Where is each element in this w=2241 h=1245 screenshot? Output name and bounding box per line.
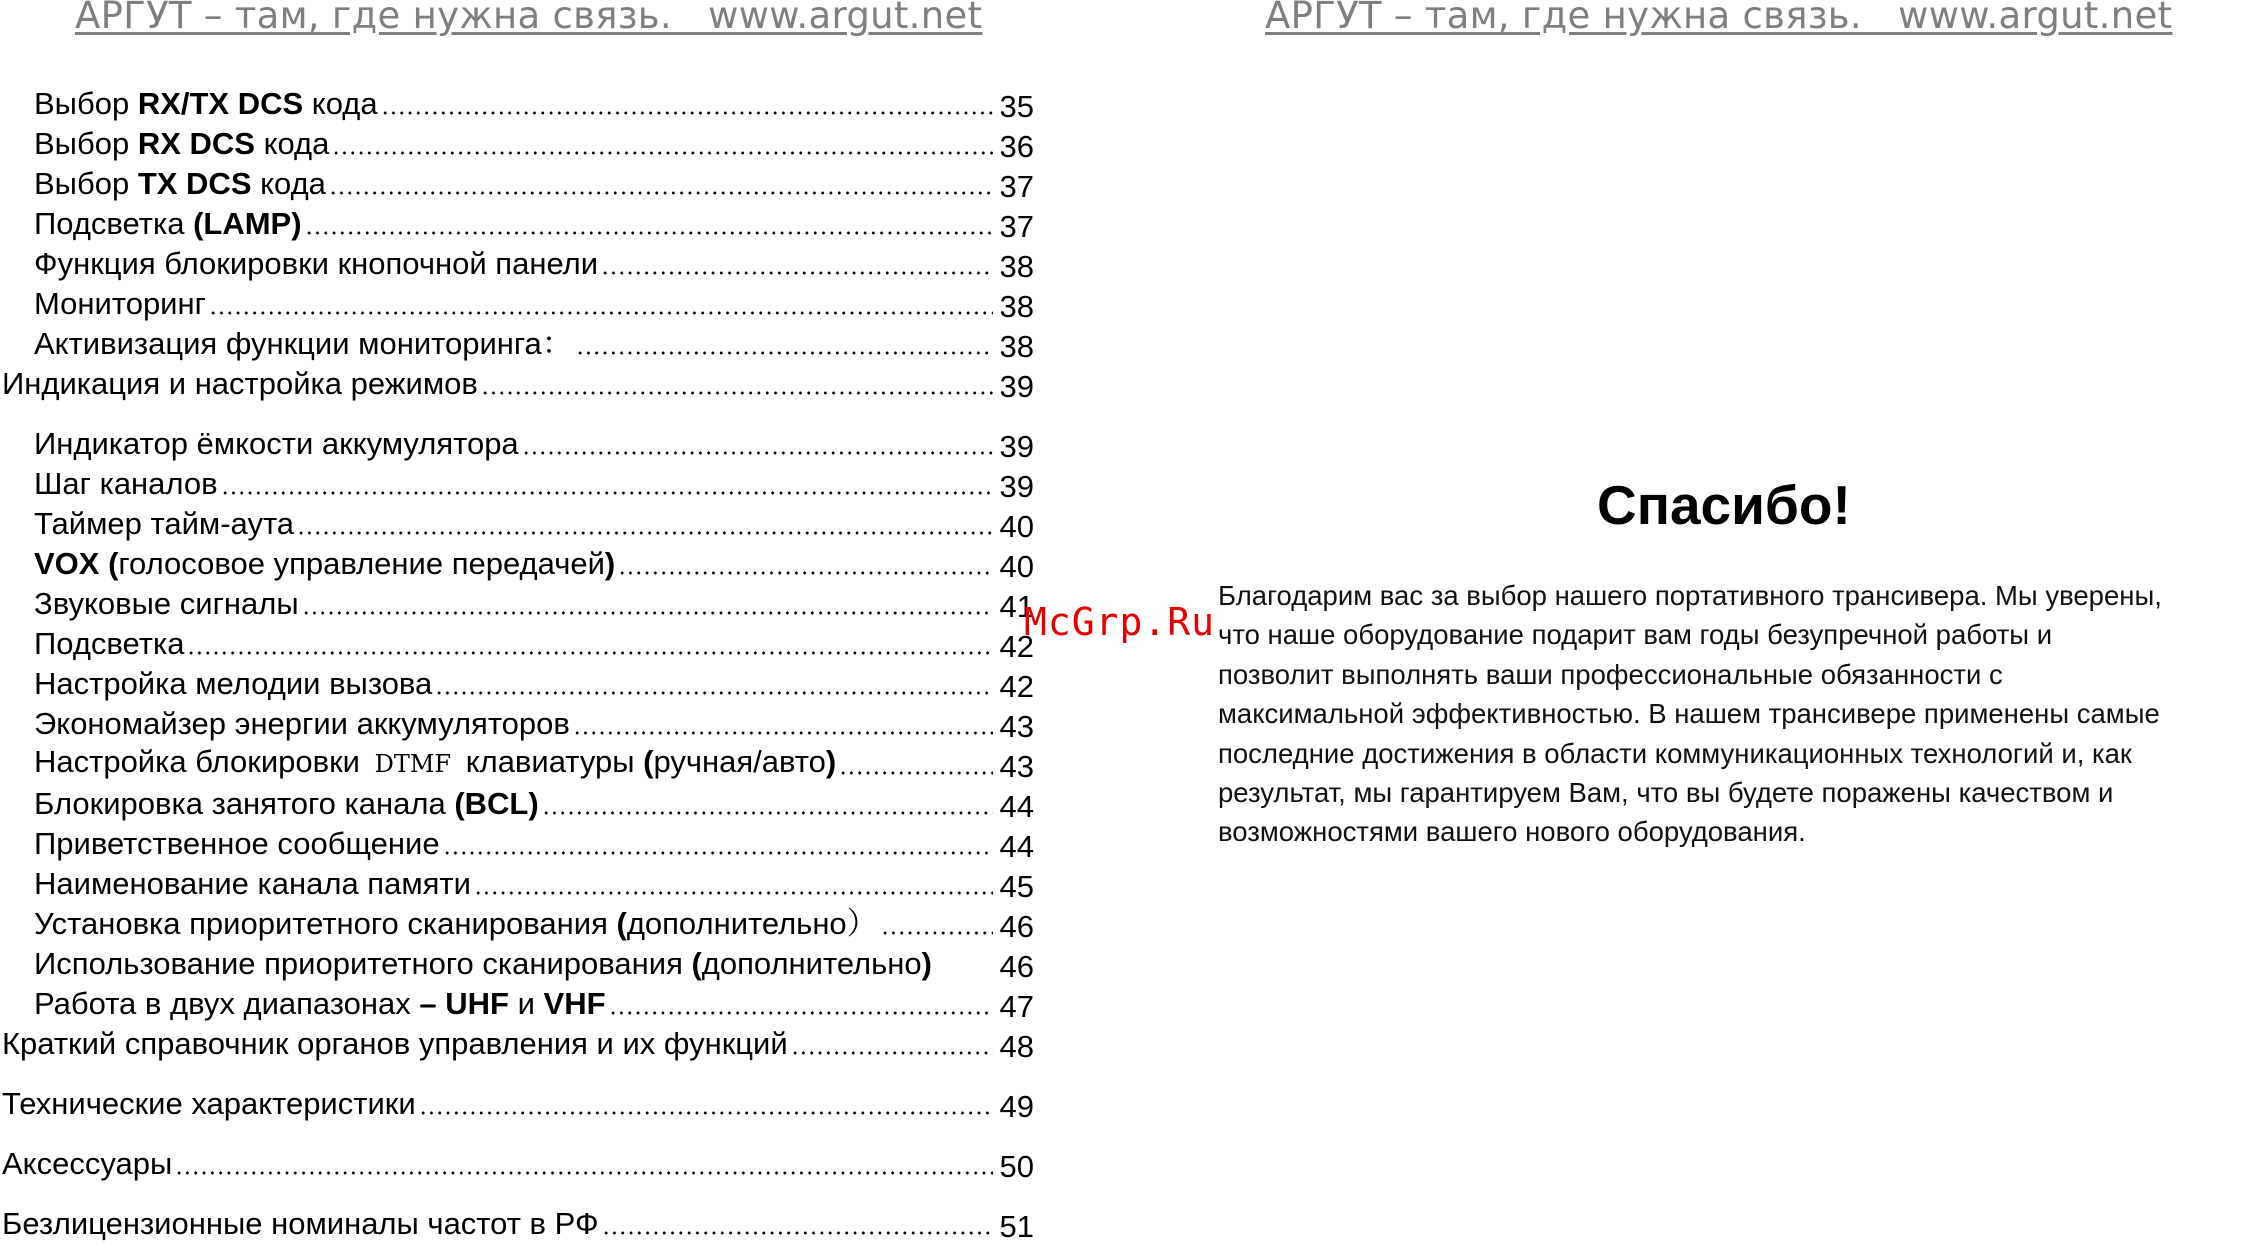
toc-leader-dots <box>209 311 993 315</box>
toc-entry-title <box>34 786 539 822</box>
toc-entry-title-part: Настройка блокировки <box>34 744 369 779</box>
toc-leader-dots <box>419 1111 993 1115</box>
toc-entry-title <box>2 1206 599 1242</box>
toc-leader-dots <box>542 811 993 815</box>
toc-entry-title <box>2 1146 172 1182</box>
toc-page-number: 41 <box>999 589 1034 624</box>
toc-entry-title-part: Выбор <box>34 126 138 161</box>
toc-page-number: 45 <box>999 869 1034 904</box>
toc-entry-title-part: RX DCS <box>137 126 255 161</box>
toc-entry-title-part: Подсветка <box>34 206 194 241</box>
toc-entry-title-part: Наименование канала памяти <box>34 866 471 901</box>
toc-entry-title-part: Активизация функции мониторинга： <box>34 326 573 361</box>
toc-entry <box>2 1086 1034 1122</box>
toc-page-number: 42 <box>999 629 1034 664</box>
toc-entry-title <box>34 206 302 242</box>
toc-entry <box>34 866 1034 902</box>
toc-entry <box>34 706 1034 742</box>
toc-entry-title-part: кода <box>303 86 378 121</box>
toc-entry-title <box>34 326 573 362</box>
toc-page-number: 40 <box>999 509 1034 544</box>
toc-entry-title <box>2 1086 416 1122</box>
thanks-line: результат, мы гарантируем Вам, что вы будете поражены качеством и <box>1218 777 2114 809</box>
toc-entry-title-part: Технические характеристики <box>2 1086 416 1121</box>
toc-leader-dots <box>332 151 993 155</box>
toc-leader-dots <box>935 971 993 975</box>
thanks-line: максимальной эффективностью. В нашем трансивере применены самые <box>1218 698 2160 730</box>
page-header-left: АРГУТ – там, где нужна связь. www.argut.net <box>75 0 983 37</box>
toc-entry <box>34 666 1034 702</box>
toc-entry-title <box>34 986 606 1022</box>
toc-leader-dots <box>573 731 993 735</box>
toc-entry-title <box>34 946 932 982</box>
toc-entry <box>34 426 1034 462</box>
toc-entry-title <box>34 466 218 502</box>
toc-entry-title-part: дополнительно <box>701 946 922 981</box>
toc-entry-title <box>34 706 570 742</box>
toc-entry-title <box>34 166 326 202</box>
toc-entry-title-part: VOX ( <box>34 546 119 581</box>
thanks-title: Спасибо! <box>1597 474 1851 536</box>
toc-page-number: 47 <box>999 989 1034 1024</box>
thanks-paragraph <box>1218 576 2241 852</box>
toc-entry-title <box>34 666 432 702</box>
toc-entry-title-part: Подсветка <box>34 626 185 661</box>
toc-leader-dots <box>175 1171 993 1175</box>
toc-entry <box>2 1206 1034 1242</box>
toc-page-number: 38 <box>999 329 1034 364</box>
toc-entry-title <box>2 1026 788 1062</box>
toc-leader-dots <box>221 491 993 495</box>
toc-page-number: 42 <box>999 669 1034 704</box>
thanks-line: последние достижения в области коммуникационных технологий и, как <box>1218 737 2132 769</box>
toc-entry-title-part: Индикатор ёмкости аккумулятора <box>34 426 519 461</box>
toc-entry-title-part: TX DCS <box>137 166 252 201</box>
toc-page-number: 43 <box>999 749 1034 784</box>
toc-entry-title-part: Работа в двух диапазонах <box>34 986 420 1021</box>
toc-page-number: 44 <box>999 829 1034 864</box>
toc-entry <box>34 826 1034 862</box>
toc-entry <box>34 86 1034 122</box>
toc-entry-title-part: Выбор <box>34 86 138 121</box>
toc-page-number: 39 <box>999 469 1034 504</box>
toc-entry-title-part: клавиатуры <box>457 744 644 779</box>
toc-entry <box>34 326 1034 362</box>
toc-entry-title-part: кода <box>251 166 326 201</box>
toc-entry-title-part: и <box>508 986 544 1021</box>
toc-entry-title-part: – UHF <box>419 986 509 1021</box>
thanks-line: возможностями вашего нового оборудования. <box>1218 816 1806 848</box>
toc-entry-title <box>34 246 598 282</box>
toc-entry-title-part: Приветственное сообщение <box>34 826 440 861</box>
toc-entry-title-part: DTMF <box>374 750 452 778</box>
toc-leader-dots <box>305 231 993 235</box>
toc-entry <box>34 586 1034 622</box>
toc-entry <box>34 546 1034 582</box>
toc-page-number: 50 <box>999 1149 1034 1184</box>
toc-entry-title <box>34 906 878 942</box>
toc-entry-title-part: Экономайзер энергии аккумуляторов <box>34 706 570 741</box>
toc-leader-dots <box>474 891 993 895</box>
toc-entry-title <box>34 866 471 902</box>
toc-entry <box>34 206 1034 242</box>
toc-leader-dots <box>839 771 993 775</box>
page-header-right: АРГУТ – там, где нужна связь. www.argut.net <box>1265 0 2173 37</box>
toc-page-number: 37 <box>999 209 1034 244</box>
toc-page-number: 36 <box>999 129 1034 164</box>
toc-entry <box>34 786 1034 822</box>
toc-entry-title-part: ручная/авто <box>653 744 826 779</box>
toc-page-number: 38 <box>999 289 1034 324</box>
toc-entry <box>34 286 1034 322</box>
toc-leader-dots <box>522 451 993 455</box>
toc-entry-title <box>34 86 378 122</box>
toc-entry-title-part: VHF <box>543 986 606 1021</box>
toc-page-number: 48 <box>999 1029 1034 1064</box>
toc-entry-title <box>34 826 440 862</box>
toc-entry-title <box>34 286 206 322</box>
toc-page-number: 40 <box>999 549 1034 584</box>
toc-entry-title-part: кода <box>254 126 330 161</box>
table-of-contents <box>0 0 1050 1243</box>
toc-page-number: 37 <box>999 169 1034 204</box>
toc-entry-title-part: (LAMP) <box>193 206 302 241</box>
toc-entry-title-part: Использование приоритетного сканирования <box>34 946 692 981</box>
toc-entry-title <box>34 506 294 542</box>
toc-entry <box>34 986 1034 1022</box>
toc-page-number: 39 <box>999 429 1034 464</box>
toc-leader-dots <box>302 611 993 615</box>
toc-leader-dots <box>443 851 993 855</box>
toc-leader-dots <box>329 191 993 195</box>
toc-entry-title-part: голосовое управление передачей <box>118 546 605 581</box>
toc-page-number: 44 <box>999 789 1034 824</box>
toc-entry-title-part: Краткий справочник органов управления и их функций <box>2 1026 788 1061</box>
toc-entry-title-part: Функция блокировки кнопочной панели <box>34 246 599 281</box>
thanks-line: что наше оборудование подарит вам годы безупречной работы и <box>1218 619 2053 651</box>
toc-entry-title-part: Звуковые сигналы <box>34 586 299 621</box>
toc-page-number: 46 <box>999 909 1034 944</box>
toc-entry-title-part: Аксессуары <box>2 1146 173 1181</box>
toc-entry-title-part: RX/TX DCS <box>137 86 304 121</box>
toc-entry-title-part: ( <box>616 906 627 941</box>
toc-leader-dots <box>602 1231 993 1235</box>
toc-entry <box>34 946 1034 982</box>
toc-page-number: 51 <box>999 1209 1034 1244</box>
toc-leader-dots <box>187 651 993 655</box>
toc-leader-dots <box>609 1011 993 1015</box>
toc-entry-title-part: Таймер тайм-аута <box>34 506 295 541</box>
toc-entry-title-part: Выбор <box>34 166 138 201</box>
toc-entry-title <box>34 626 184 662</box>
toc-entry-title-part: Настройка мелодии вызова <box>34 666 433 701</box>
toc-entry <box>34 246 1034 282</box>
toc-entry <box>34 466 1034 502</box>
toc-entry <box>34 906 1034 942</box>
toc-entry-title-part: Блокировка занятого канала <box>34 786 455 821</box>
toc-entry-title-part: дополнительно） <box>626 906 878 941</box>
toc-entry-title <box>34 126 329 162</box>
toc-page-number: 35 <box>999 89 1034 124</box>
thanks-line: Благодарим вас за выбор нашего портативного трансивера. Мы уверены, <box>1218 580 2162 611</box>
toc-entry-title-part: ) <box>921 946 932 981</box>
toc-entry <box>2 366 1034 402</box>
toc-entry <box>34 746 1034 782</box>
toc-page-number: 46 <box>999 949 1034 984</box>
toc-entry-title-part: ( <box>643 744 654 779</box>
toc-entry-title-part: Шаг каналов <box>34 466 218 501</box>
toc-entry-title-part: Мониторинг <box>34 286 206 321</box>
watermark-text: McGrp.Ru <box>1024 600 1216 644</box>
toc-leader-dots <box>576 351 993 355</box>
toc-entry-title <box>34 426 519 462</box>
toc-entry-title-part: Установка приоритетного сканирования <box>34 906 617 941</box>
toc-leader-dots <box>601 271 993 275</box>
toc-entry-title <box>2 366 478 402</box>
toc-entry <box>34 626 1034 662</box>
toc-entry-title <box>34 546 615 582</box>
toc-leader-dots <box>881 931 993 935</box>
toc-leader-dots <box>435 691 993 695</box>
toc-page-number: 39 <box>999 369 1034 404</box>
toc-entry-title-part: ) <box>825 744 837 779</box>
toc-entry <box>2 1026 1034 1062</box>
toc-entry <box>34 166 1034 202</box>
thanks-line: позволит выполнять ваши профессиональные обязанности с <box>1218 658 2003 690</box>
toc-leader-dots <box>297 531 993 535</box>
toc-entry-title-part: (BCL) <box>454 786 539 821</box>
toc-page-number: 49 <box>999 1089 1034 1124</box>
toc-page-number: 38 <box>999 249 1034 284</box>
toc-entry <box>34 506 1034 542</box>
toc-entry-title-part: Индикация и настройка режимов <box>2 366 478 401</box>
toc-entry-title-part: Безлицензионные номиналы частот в РФ <box>2 1206 599 1241</box>
toc-leader-dots <box>481 391 993 395</box>
toc-entry <box>34 126 1034 162</box>
toc-leader-dots <box>791 1051 993 1055</box>
toc-entry-title <box>34 586 299 622</box>
toc-leader-dots <box>618 571 993 575</box>
toc-entry-title <box>34 744 836 782</box>
toc-page-number: 43 <box>999 709 1034 744</box>
toc-entry <box>2 1146 1034 1182</box>
toc-entry-title-part: ( <box>691 946 702 981</box>
toc-leader-dots <box>381 111 993 115</box>
toc-entry-title-part: ) <box>604 546 616 581</box>
